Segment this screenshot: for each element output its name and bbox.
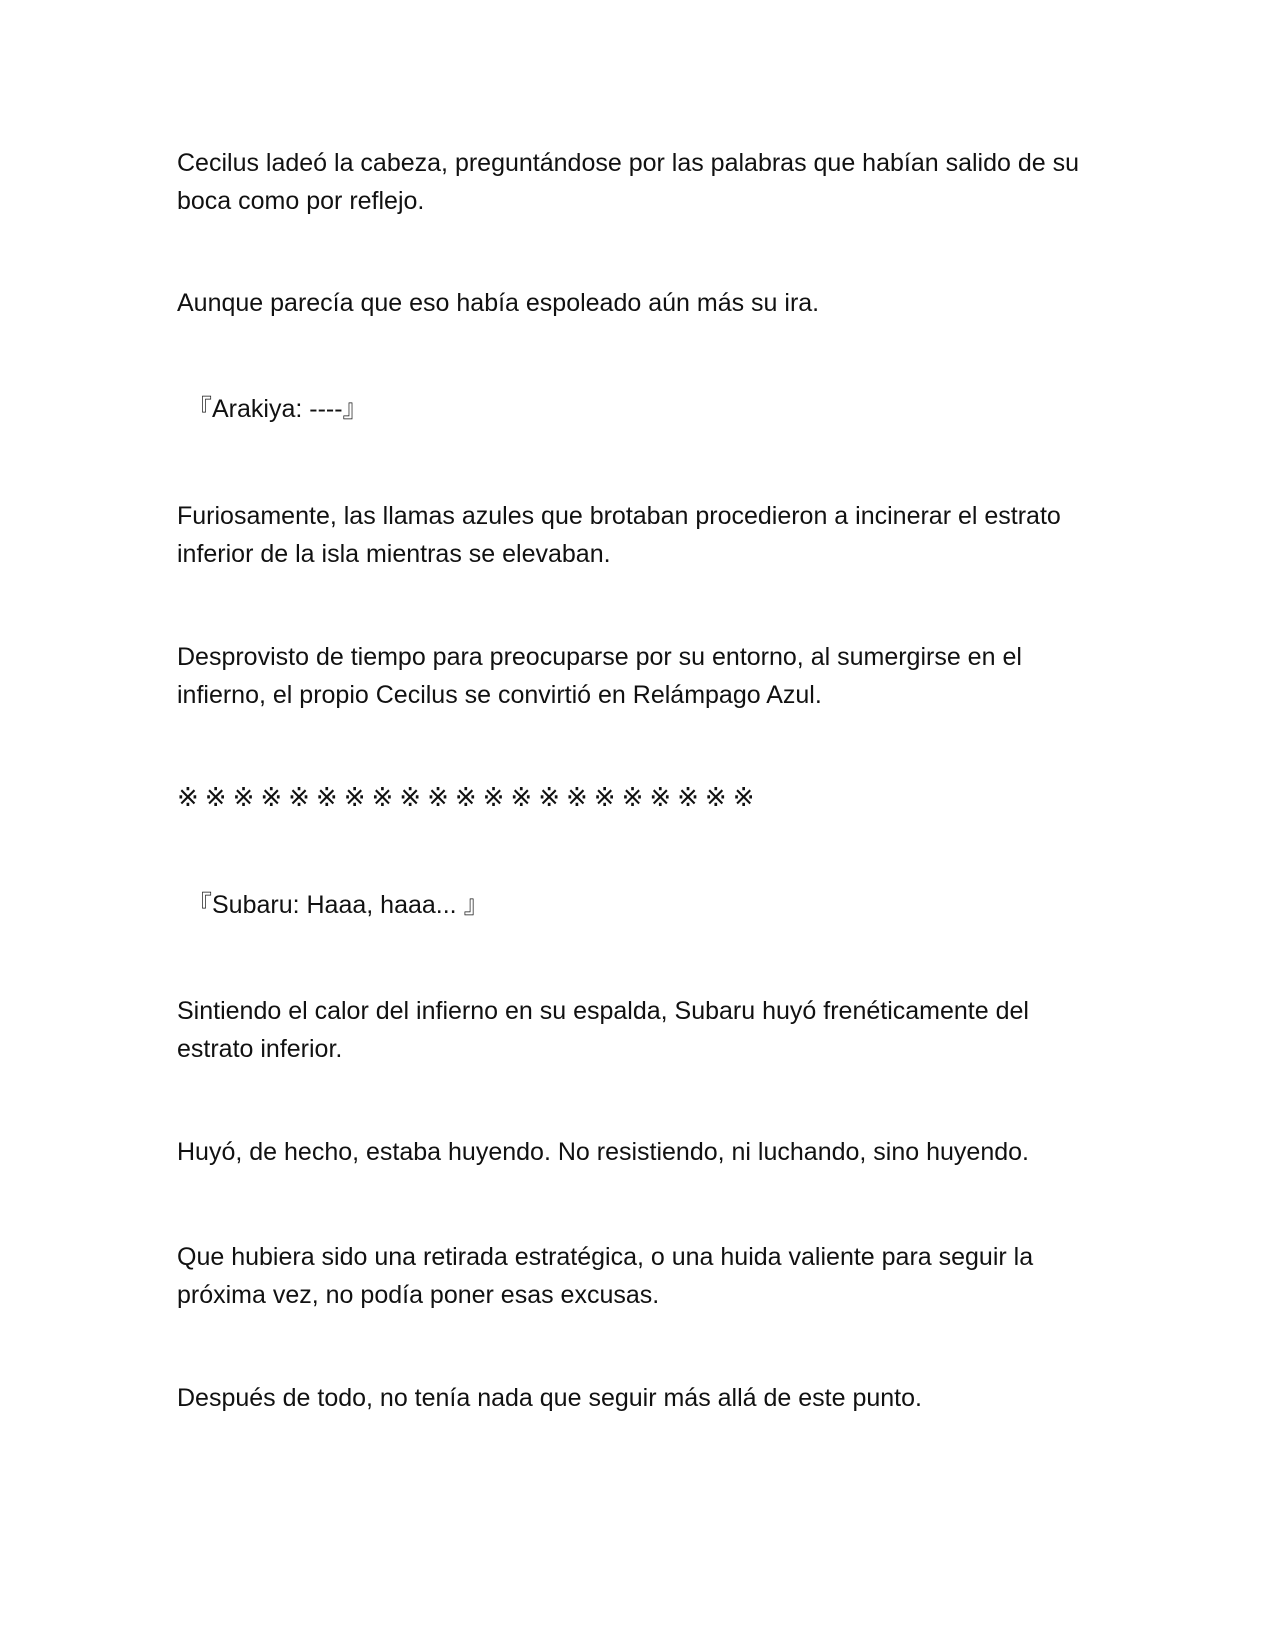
paragraph: Después de todo, no tenía nada que seguir más allá de este punto. [177, 1384, 922, 1412]
paragraph: Que hubiera sido una retirada estratégica, o una huida valiente para seguir la próxima vez, no podía poner esas excusas. [177, 1243, 1034, 1309]
paragraph: Sintiendo el calor del infierno en su espalda, Subaru huyó frenéticamente del estrato inferior. [177, 997, 1029, 1063]
paragraph: Desprovisto de tiempo para preocuparse por su entorno, al sumergirse en el infierno, el propio Cecilus se convirtió en Relámpago Azul. [177, 643, 1022, 709]
paragraph: Huyó, de hecho, estaba huyendo. No resistiendo, ni luchando, sino huyendo. [177, 1138, 1029, 1166]
paragraph: Cecilus ladeó la cabeza, preguntándose por las palabras que habían salido de su boca como por reflejo. [177, 149, 1080, 215]
dialogue-line: 『Arakiya: ----』 [187, 395, 368, 423]
dialogue-line: 『Subaru: Haaa, haaa... 』 [187, 891, 489, 919]
paragraph: Furiosamente, las llamas azules que brotaban procedieron a incinerar el estrato inferior de la isla mientras se elevaban. [177, 502, 1061, 568]
scene-separator: ※※※※※※※※※※※※※※※※※※※※※ [177, 783, 761, 813]
paragraph: Aunque parecía que eso había espoleado aún más su ira. [177, 289, 820, 317]
